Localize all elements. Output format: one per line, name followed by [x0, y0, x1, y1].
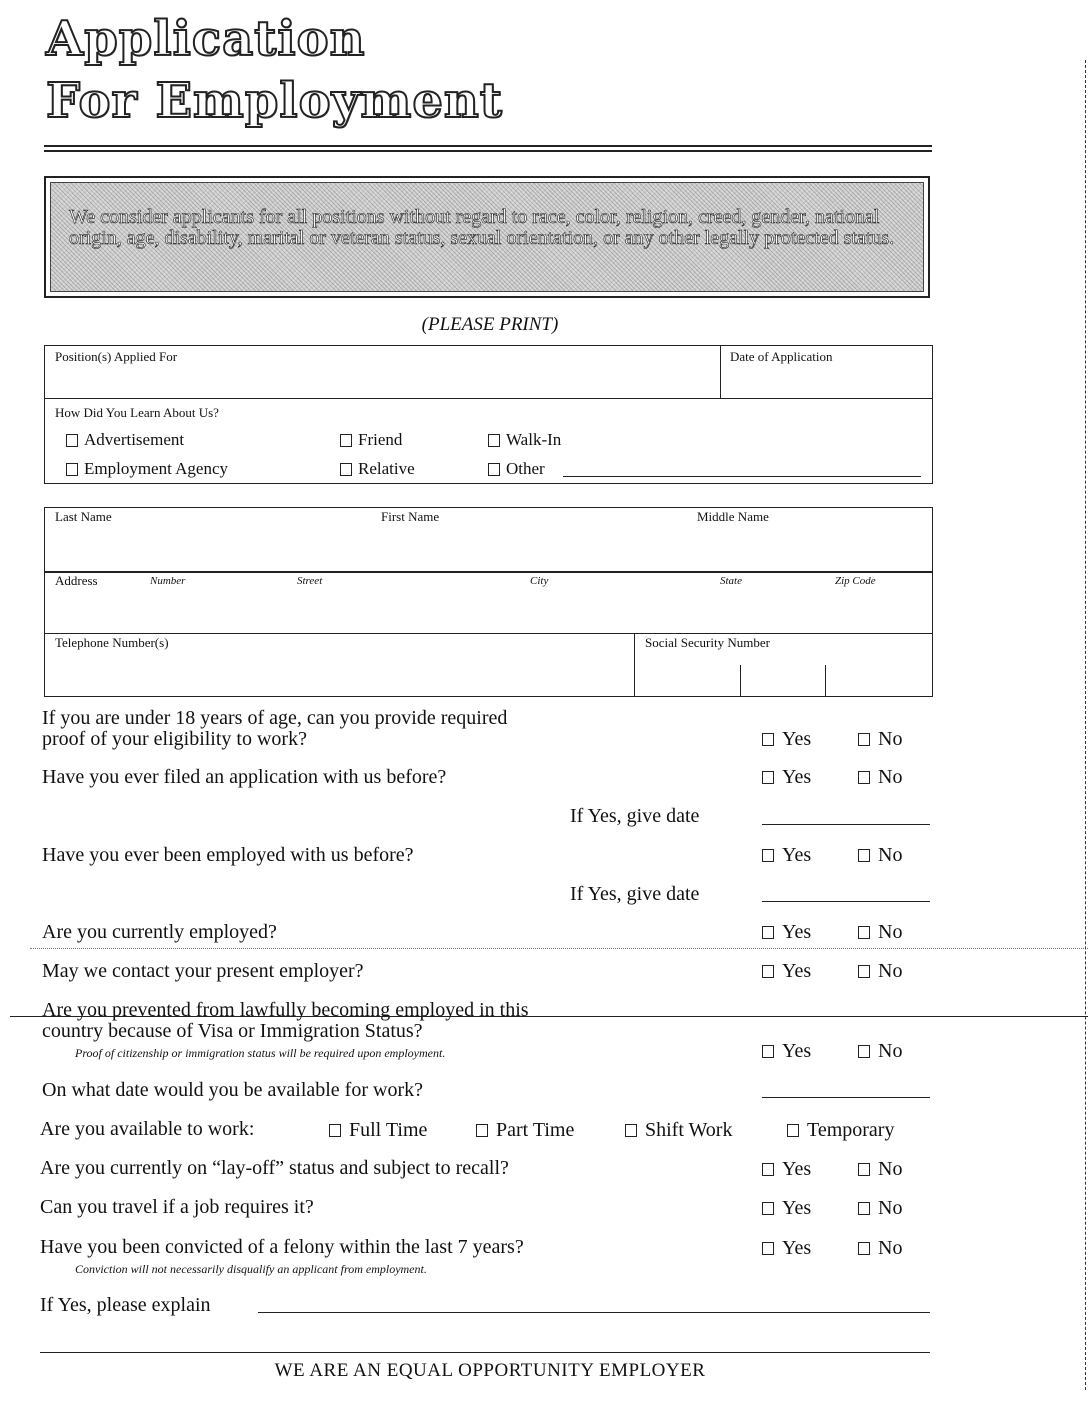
under-18-yes[interactable]	[762, 728, 811, 751]
option-advertisement[interactable]	[66, 430, 184, 450]
currently-employed-yes-checkbox[interactable]	[762, 926, 774, 939]
no-label: No	[878, 1237, 903, 1259]
please-print-label: (PLEASE PRINT)	[421, 314, 559, 335]
first-name-label: First Name	[381, 509, 440, 524]
question-employed-before: Have you ever been employed with us before?	[42, 844, 414, 866]
felony-explain-field[interactable]	[258, 1312, 930, 1313]
no-label: No	[878, 766, 903, 788]
option-label: Relative	[358, 459, 415, 478]
employed-before-date-field[interactable]	[762, 901, 930, 902]
contact-employer-no-checkbox[interactable]	[858, 965, 870, 978]
date-of-application-field[interactable]	[724, 366, 929, 396]
option-label: Friend	[358, 430, 403, 449]
filed-before-date-field[interactable]	[762, 824, 930, 825]
employment-agency-checkbox[interactable]	[66, 463, 78, 476]
title-line-1: Application	[46, 11, 366, 67]
layoff-no-checkbox[interactable]	[858, 1163, 870, 1176]
filed-before-no[interactable]	[858, 766, 902, 789]
address-label: Address	[55, 573, 98, 588]
filed-before-date-label: If Yes, give date	[570, 805, 700, 827]
no-label: No	[878, 1197, 903, 1219]
part-time-checkbox[interactable]	[476, 1124, 488, 1137]
currently-employed-yes[interactable]	[762, 921, 811, 944]
visa-yes-checkbox[interactable]	[762, 1045, 774, 1058]
under-18-no-checkbox[interactable]	[858, 733, 870, 746]
question-filed-before: Have you ever filed an application with us before?	[42, 766, 447, 788]
question-available-to-work: Are you available to work:	[40, 1118, 255, 1140]
eeo-notice-box	[44, 176, 930, 298]
ssn-part-2-field[interactable]	[742, 665, 824, 695]
question-under-18-line1: If you are under 18 years of age, can you provide required	[42, 707, 508, 729]
visa-note: Proof of citizenship or immigration status will be required upon employment.	[75, 1046, 446, 1060]
felony-explain-label: If Yes, please explain	[40, 1294, 211, 1316]
filed-before-no-checkbox[interactable]	[858, 771, 870, 784]
filed-before-yes[interactable]	[762, 766, 811, 789]
notice-shaded-panel	[50, 182, 924, 292]
middle-name-label: Middle Name	[697, 509, 769, 524]
question-visa-line1: Are you prevented from lawfully becoming employed in this	[42, 999, 529, 1021]
question-felony: Have you been convicted of a felony within the last 7 years?	[40, 1236, 524, 1258]
felony-note: Conviction will not necessarily disqualify an applicant from employment.	[75, 1262, 427, 1276]
title-rule-bottom	[44, 150, 932, 152]
question-travel: Can you travel if a job requires it?	[40, 1196, 314, 1218]
work-full-time[interactable]	[329, 1119, 427, 1142]
ssn-part-1-field[interactable]	[637, 665, 739, 695]
option-label: Walk-In	[506, 430, 562, 449]
divider	[634, 633, 635, 697]
first-name-field[interactable]	[378, 528, 693, 568]
full-time-checkbox[interactable]	[329, 1124, 341, 1137]
question-contact-employer: May we contact your present employer?	[42, 960, 364, 982]
ssn-label: Social Security Number	[645, 635, 770, 650]
question-under-18-line2: proof of your eligibility to work?	[42, 728, 307, 750]
felony-no-checkbox[interactable]	[858, 1242, 870, 1255]
work-shift-work[interactable]	[625, 1119, 732, 1142]
visa-yes[interactable]	[762, 1040, 811, 1063]
work-type-label: Shift Work	[645, 1119, 733, 1141]
option-label: Advertisement	[84, 430, 185, 449]
yes-label: Yes	[782, 766, 812, 788]
work-type-label: Part Time	[496, 1119, 575, 1141]
question-visa-line2: country because of Visa or Immigration Status?	[42, 1020, 423, 1042]
scan-artifact-vertical	[1085, 60, 1086, 1390]
last-name-label: Last Name	[55, 509, 112, 524]
scan-artifact-line	[30, 948, 1088, 949]
under-18-no[interactable]	[858, 728, 902, 751]
filed-before-yes-checkbox[interactable]	[762, 771, 774, 784]
work-type-label: Temporary	[807, 1119, 895, 1141]
layoff-no[interactable]	[858, 1158, 902, 1181]
learn-about-us-label: How Did You Learn About Us?	[55, 405, 219, 420]
telephone-label: Telephone Number(s)	[55, 635, 169, 650]
felony-no[interactable]	[858, 1237, 902, 1260]
layoff-yes-checkbox[interactable]	[762, 1163, 774, 1176]
contact-employer-yes[interactable]	[762, 960, 811, 983]
yes-label: Yes	[782, 1040, 812, 1062]
employed-before-date-label: If Yes, give date	[570, 883, 700, 905]
available-date-field[interactable]	[762, 1097, 930, 1098]
yes-label: Yes	[782, 844, 812, 866]
position-applied-field[interactable]	[46, 366, 716, 396]
shift-work-checkbox[interactable]	[625, 1124, 637, 1137]
currently-employed-no-checkbox[interactable]	[858, 926, 870, 939]
felony-yes-checkbox[interactable]	[762, 1242, 774, 1255]
question-available-date: On what date would you be available for work?	[42, 1079, 423, 1101]
no-label: No	[878, 1040, 903, 1062]
divider	[44, 633, 933, 634]
no-label: No	[878, 1158, 903, 1180]
scan-artifact-line	[10, 1016, 1088, 1017]
eeo-notice-text: We consider applicants for all positions without regard to race, color, religion, creed, gender, national origin, age, disability, marital or veteran status, sexual orientation, or any other legally protected status.	[69, 206, 895, 249]
telephone-field[interactable]	[46, 654, 631, 694]
travel-no[interactable]	[858, 1197, 902, 1220]
friend-checkbox[interactable]	[340, 434, 352, 447]
ssn-divider	[825, 665, 826, 697]
divider	[44, 398, 933, 399]
yes-label: Yes	[782, 921, 812, 943]
contact-employer-no[interactable]	[858, 960, 902, 983]
advertisement-checkbox[interactable]	[66, 434, 78, 447]
question-layoff: Are you currently on “lay-off” status and subject to recall?	[40, 1157, 509, 1179]
option-label: Employment Agency	[84, 459, 229, 478]
other-checkbox[interactable]	[488, 463, 500, 476]
work-type-label: Full Time	[349, 1119, 428, 1141]
employed-before-yes[interactable]	[762, 844, 811, 867]
no-label: No	[878, 728, 903, 750]
employed-before-no-checkbox[interactable]	[858, 849, 870, 862]
work-part-time[interactable]	[476, 1119, 574, 1142]
option-walk-in[interactable]	[488, 430, 561, 450]
contact-employer-yes-checkbox[interactable]	[762, 965, 774, 978]
middle-name-field[interactable]	[694, 528, 930, 568]
eeo-footer: WE ARE AN EQUAL OPPORTUNITY EMPLOYER	[274, 1360, 706, 1381]
divider	[720, 345, 721, 398]
other-specify-field[interactable]	[563, 476, 921, 477]
option-relative[interactable]	[340, 459, 415, 479]
yes-label: Yes	[782, 960, 812, 982]
no-label: No	[878, 921, 903, 943]
ssn-part-3-field[interactable]	[827, 665, 930, 695]
divider	[44, 571, 933, 573]
address-street-label: Street	[297, 575, 323, 587]
employed-before-yes-checkbox[interactable]	[762, 849, 774, 862]
work-temporary[interactable]	[787, 1119, 894, 1142]
no-label: No	[878, 960, 903, 982]
ssn-divider	[740, 665, 741, 697]
felony-yes[interactable]	[762, 1237, 811, 1260]
option-employment-agency[interactable]	[66, 459, 228, 479]
employed-before-no[interactable]	[858, 844, 902, 867]
address-number-label: Number	[150, 575, 186, 587]
position-applied-label: Position(s) Applied For	[55, 349, 178, 364]
relative-checkbox[interactable]	[340, 463, 352, 476]
address-field[interactable]	[46, 592, 930, 630]
last-name-field[interactable]	[46, 528, 376, 568]
yes-label: Yes	[782, 1237, 812, 1259]
option-label: Other	[506, 459, 545, 478]
yes-label: Yes	[782, 1158, 812, 1180]
layoff-yes[interactable]	[762, 1158, 811, 1181]
option-friend[interactable]	[340, 430, 402, 450]
yes-label: Yes	[782, 728, 812, 750]
question-currently-employed: Are you currently employed?	[42, 921, 277, 943]
travel-yes[interactable]	[762, 1197, 811, 1220]
title-line-2: For Employment	[46, 73, 503, 129]
walk-in-checkbox[interactable]	[488, 434, 500, 447]
visa-no-checkbox[interactable]	[858, 1045, 870, 1058]
felony-explain-field-line2[interactable]	[40, 1352, 930, 1353]
temporary-checkbox[interactable]	[787, 1124, 799, 1137]
address-state-label: State	[720, 575, 742, 587]
travel-no-checkbox[interactable]	[858, 1202, 870, 1215]
travel-yes-checkbox[interactable]	[762, 1202, 774, 1215]
under-18-yes-checkbox[interactable]	[762, 733, 774, 746]
currently-employed-no[interactable]	[858, 921, 902, 944]
date-of-application-label: Date of Application	[730, 349, 833, 364]
address-city-label: City	[530, 575, 549, 587]
no-label: No	[878, 844, 903, 866]
address-zip-label: Zip Code	[835, 575, 876, 587]
visa-no[interactable]	[858, 1040, 902, 1063]
title-rule-top	[44, 145, 932, 147]
option-other[interactable]	[488, 459, 545, 479]
yes-label: Yes	[782, 1197, 812, 1219]
